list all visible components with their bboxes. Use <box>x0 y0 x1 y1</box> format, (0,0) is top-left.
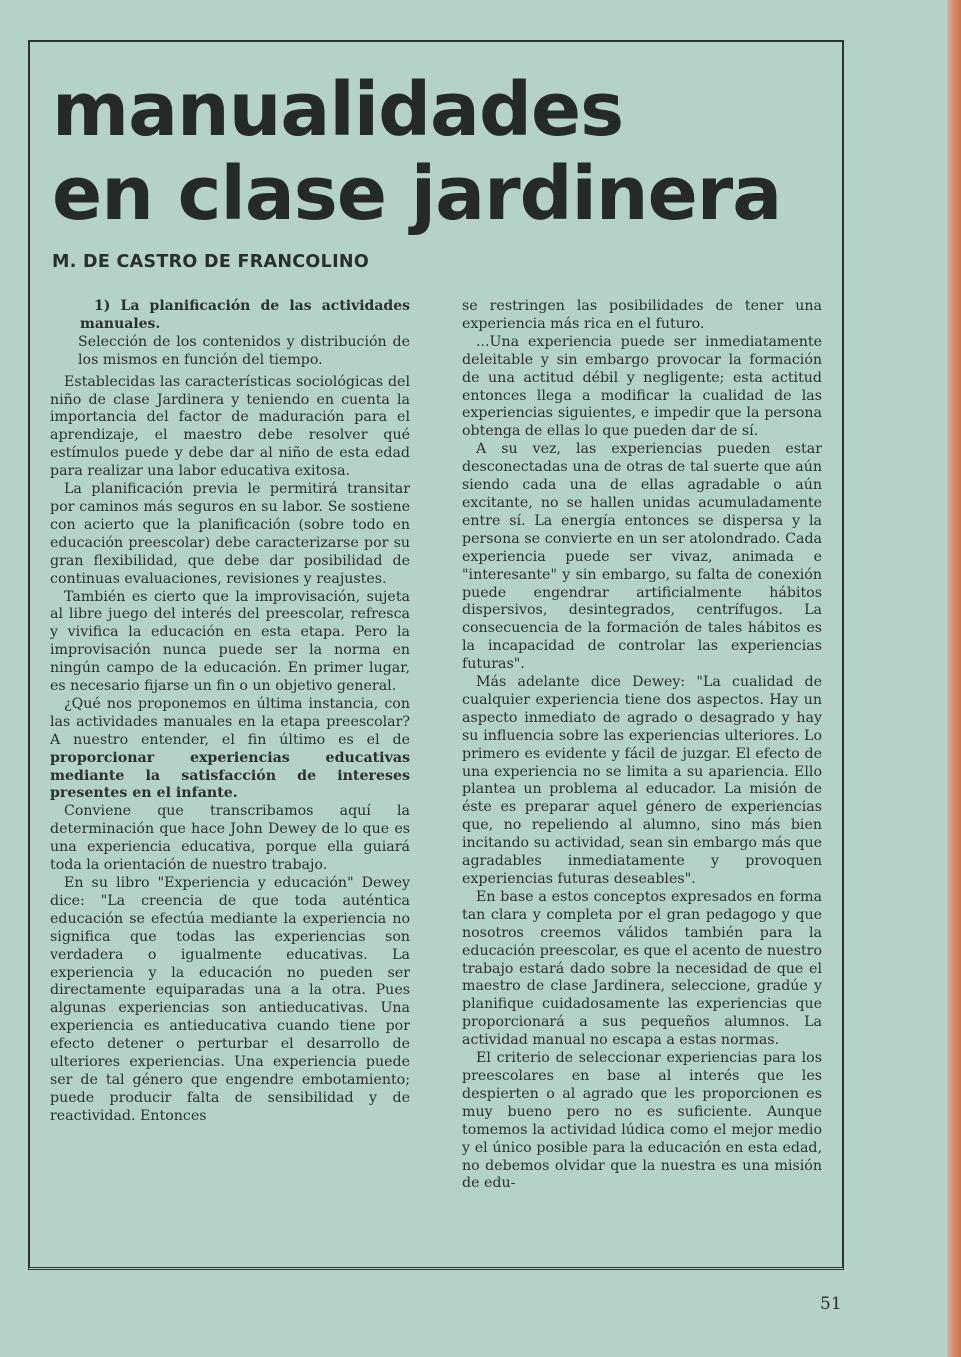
paragraph: El criterio de seleccionar experiencias para los preescolares en base al interés que les despierten o al agrado que les proporcionen es muy bueno pero no es suficiente. Aunque tomemos la actividad lúdica como el mejor medio y el único posible para la educación en esta edad, no debemos olvidar que la nuestra es una misión de edu- <box>462 1050 822 1192</box>
article-author: M. DE CASTRO DE FRANCOLINO <box>52 252 369 272</box>
paragraph: ...Una experiencia puede ser inmediatamente deleitable y sin embargo provocar la formación de una actitud débil y negligente; esta actitud entonces llega a modificar la cualidad de las experiencias siguientes, e impedir que la persona obtenga de ellas lo que pueden dar de sí. <box>462 333 822 440</box>
paragraph: Más adelante dice Dewey: "La cualidad de cualquier experiencia tiene dos aspectos. Hay un aspecto inmediato de agrado o desagrado y hay su influencia sobre las experiencias ulteriores. Lo primero es evidente y fácil de juzgar. El efecto de una experiencia no se limita a su apariencia. Ello plantea un problema al educador. La misión de éste es preparar aquel género de experiencias que, no repeliendo al alumno, sino más bien incitando su actividad, sean sin embargo más que agradables inmediatamente y provoquen experiencias futuras deseables". <box>462 674 822 887</box>
paragraph: Establecidas las características sociológicas del niño de clase Jardinera y teniendo en cuenta la importancia del factor de maduración para el aprendizaje, el maestro debe resolver qué estímulos puede y debe dar al niño de esta edad para realizar una labor educativa exitosa. <box>50 373 410 480</box>
section-subheading: Selección de los contenidos y distribución de los mismos en función del tiempo. <box>78 333 410 368</box>
paragraph: En base a estos conceptos expresados en forma tan clara y completa por el gran pedagogo y que nosotros creemos válidos también para la educación preescolar, es que el acento de nuestro trabajo estará dado sobre la necesidad de que el maestro de clase Jardinera, seleccione, gradúe y planifique cuidadosamente las experiencias que proporcionará a sus pequeños alumnos. La actividad manual no escapa a estas normas. <box>462 888 822 1049</box>
emphasis-text: proporcionar experiencias educativas mediante la satisfacción de intereses presentes en el infante. <box>50 749 410 802</box>
paragraph: Conviene que transcribamos aquí la determinación que hace John Dewey de lo que es una experiencia educativa, porque ella guiará toda la orientación de nuestro trabajo. <box>50 803 410 874</box>
page-edge-strip <box>947 0 961 1357</box>
section-heading: 1) La planificación de las actividades manuales. <box>80 298 410 332</box>
right-column <box>462 298 822 1250</box>
paragraph: En su libro "Experiencia y educación" Dewey dice: "La creencia de que toda auténtica educación se efectúa mediante la experiencia no significa que todas las experiencias son verdadera o igualmente educativas. La experiencia y la educación no pueden ser directamente equiparadas una a la otra. Pues algunas experiencias son antieducativas. Una experiencia es antieducativa cuando tiene por efecto detener o perturbar el desarrollo de ulteriores experiencias. Una experiencia puede ser de tal género que engendre embotamiento; puede producir falta de sensibilidad y de reactividad. Entonces <box>50 875 410 1124</box>
article-title: manualidades en clase jardinera <box>52 67 782 237</box>
page-number: 51 <box>820 1294 842 1314</box>
left-column <box>50 298 410 1250</box>
paragraph: A su vez, las experiencias pueden estar desconectadas una de otras de tal suerte que aún siendo cada una de ellas agradable o aún excitante, no se hallen unidas acumuladamente entre sí. La energía entonces se dispersa y la persona se convierte en un ser atolondrado. Cada experiencia puede ser vivaz, animada e "interesante" y sin embargo, su falta de conexión puede engendrar artificialmente hábitos dispersivos, desintegrados, centrífugos. La consecuencia de la formación de tales hábitos es la incapacidad de controlar las experiencias futuras". <box>462 441 822 673</box>
paragraph: La planificación previa le permitirá transitar por caminos más seguros en su labor. Se sostiene con acierto que la planificación (sobre todo en educación preescolar) debe caracterizarse por su gran flexibilidad, que debe dar posibilidad de continuas evaluaciones, revisiones y reajustes. <box>50 481 410 587</box>
question-text: ¿Qué nos proponemos en última instancia, con las actividades manuales en la etapa preescolar? A nuestro entender, el fin último es el de <box>50 695 410 748</box>
paragraph <box>50 696 410 803</box>
paragraph: También es cierto que la improvisación, sujeta al libre juego del interés del preescolar, refresca y vivifica la educación en esta etapa. Pero la improvisación nunca puede ser la norma en ningún campo de la educación. En primer lugar, es necesario fijarse un fin o un objetivo general. <box>50 588 410 695</box>
paragraph-continuation: se restringen las posibilidades de tener una experiencia más rica en el futuro. <box>462 298 822 332</box>
